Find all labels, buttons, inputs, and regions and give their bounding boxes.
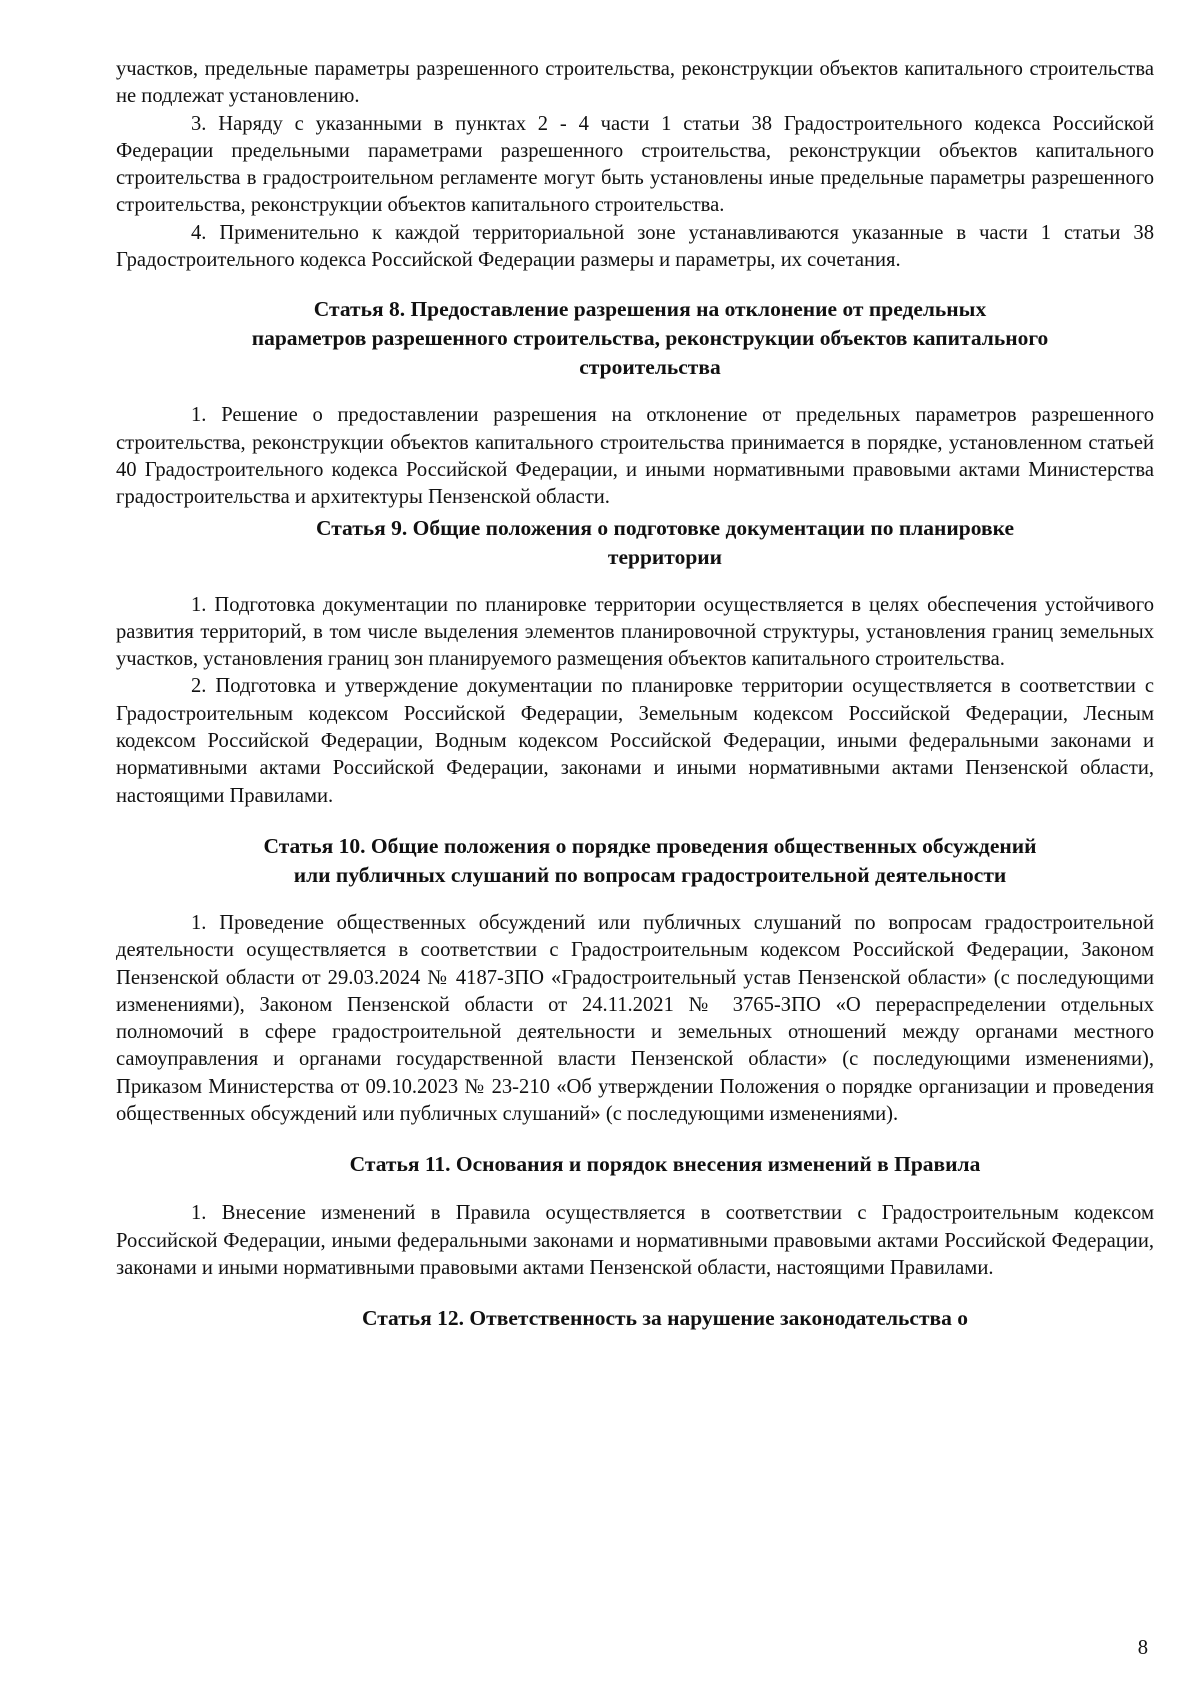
paragraph-continuation: участков, предельные параметры разрешенного строительства, реконструкции объектов капитального строительства не подлежат установлению. [116, 58, 1154, 108]
article-8-heading [116, 295, 1154, 382]
paragraph-point-3: 3. Наряду с указанными в пунктах 2 - 4 части 1 статьи 38 Градостроительного кодекса Российской Федерации предельными параметрами разрешенного строительства, реконструкции объектов капитального строительства в градостроительном регламенте могут быть установлены иные предельные параметры разрешенного строительства, реконструкции объектов капитального строительства. [116, 112, 1154, 217]
article-8-heading-line-3: строительства [579, 355, 721, 380]
article-9-paragraph-2: 2. Подготовка и утверждение документации по планировке территории осуществляется в соответствии с Градостроительным кодексом Российской Федерации, Земельным кодексом Российской Федерации, Лесным кодексом Российской Федерации, Водным кодексом Российской Федерации, иными федеральными законами и нормативными актами Российской Федерации, законами и иными нормативными актами Пензенской области, настоящими Правилами. [116, 675, 1154, 807]
article-9-paragraph-1: 1. Подготовка документации по планировке территории осуществляется в целях обеспечения устойчивого развития территорий, в том числе выделения элементов планировочной структуры, установления границ земельных участков, установления границ зон планируемого размещения объектов капитального строительства. [116, 593, 1154, 671]
page-number: 8 [1137, 1637, 1148, 1659]
article-8-heading-line-1: Статья 8. Предоставление разрешения на отклонение от предельных [313, 297, 987, 322]
article-8-heading-line-2: параметров разрешенного строительства, реконструкции объектов капитального [251, 326, 1049, 351]
article-11-heading [116, 1150, 1154, 1179]
article-11-heading-line-1: Статья 11. Основания и порядок внесения изменений в Правила [349, 1152, 981, 1177]
article-10-paragraph-1: 1. Проведение общественных обсуждений или публичных слушаний по вопросам градостроительной деятельности осуществляется в соответствии с Градостроительным кодексом Российской Федерации, Законом Пензенской области от 29.03.2024 № 4187-ЗПО «Градостроительный устав Пензенской области» (с последующими изменениями), Законом Пензенской области от 24.11.2021 № 3765-ЗПО «О перераспределении отдельных полномочий в сфере градостроительной деятельности и земельных отношений между органами местного самоуправления и органами государственной власти Пензенской области» (с последующими изменениями), Приказом Министерства от 09.10.2023 № 23-210 «Об утверждении Положения о порядке организации и проведения общественных обсуждений или публичных слушаний» (с последующими изменениями). [116, 911, 1154, 1126]
article-11-paragraph-1: 1. Внесение изменений в Правила осуществляется в соответствии с Градостроительным кодексом Российской Федерации, иными федеральными законами и нормативными правовыми актами Российской Федерации, законами и иными нормативными правовыми актами Пензенской области, настоящими Правилами. [116, 1202, 1154, 1279]
article-8-paragraph-1: 1. Решение о предоставлении разрешения на отклонение от предельных параметров разрешенного строительства, реконструкции объектов капитального строительства принимается в порядке, установленном статьей 40 Градостроительного кодекса Российской Федерации, и иными нормативными правовыми актами Министерства градостроительства и архитектуры Пензенской области. [116, 404, 1154, 509]
article-12-heading-line-1: Статья 12. Ответственность за нарушение законодательства о [361, 1306, 968, 1331]
article-10-heading-line-2: или публичных слушаний по вопросам градостроительной деятельности [293, 862, 1007, 887]
article-9-heading-line-2: территории [607, 544, 723, 569]
article-12-heading [116, 1304, 1154, 1333]
article-9-heading-line-1: Статья 9. Общие положения о подготовке документации по планировке [315, 515, 1014, 540]
article-10-heading [116, 832, 1154, 890]
article-10-heading-line-1: Статья 10. Общие положения о порядке проведения общественных обсуждений [263, 833, 1037, 858]
article-9-heading [116, 514, 1154, 572]
paragraph-point-4: 4. Применительно к каждой территориальной зоне устанавливаются указанные в части 1 статьи 38 Градостроительного кодекса Российской Федерации размеры и параметры, их сочетания. [116, 221, 1154, 272]
